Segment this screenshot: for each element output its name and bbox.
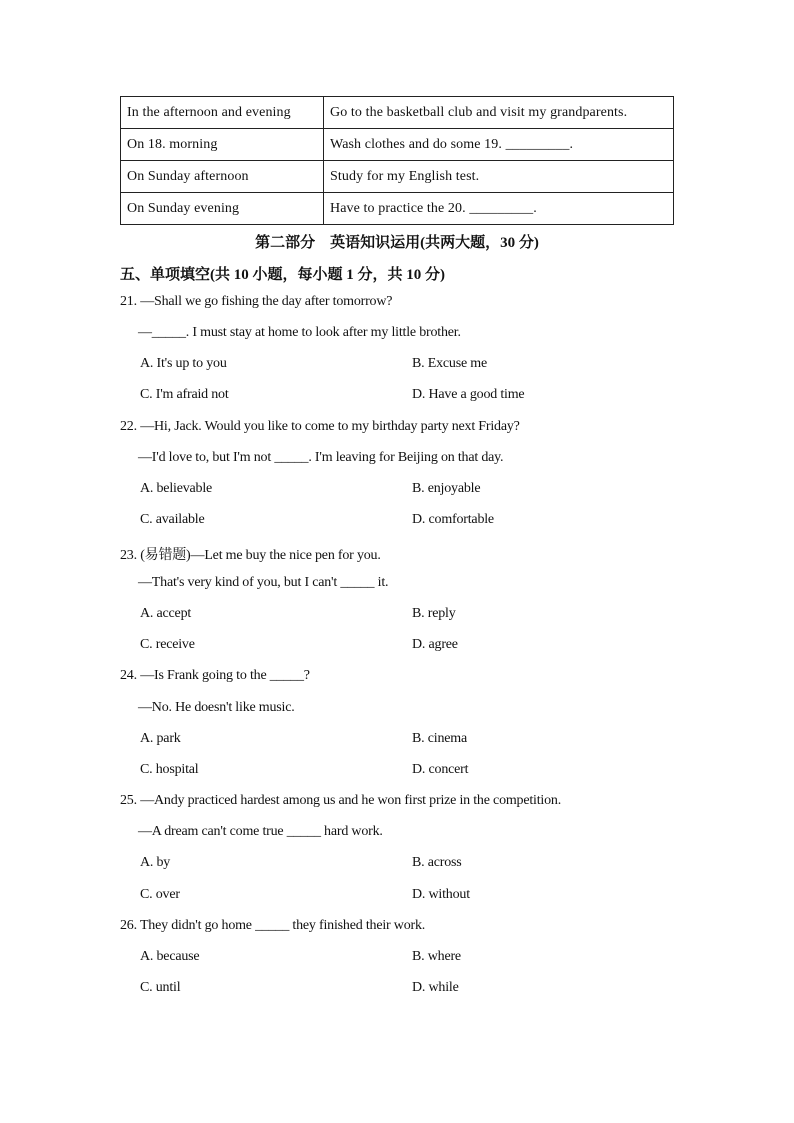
question-stem: 25. —Andy practiced hardest among us and he won first prize in the competition. <box>120 793 562 808</box>
question-reply: —I'd love to, but I'm not _____. I'm leaving for Beijing on that day. <box>138 450 504 465</box>
question-reply: —A dream can't come true _____ hard work. <box>138 824 383 839</box>
question-reply: —That's very kind of you, but I can't _____ it. <box>138 575 389 590</box>
option-d[interactable]: D. comfortable <box>412 512 494 527</box>
schedule-time: On 18. morning <box>121 129 324 161</box>
schedule-activity: Go to the basketball club and visit my grandparents. <box>324 97 674 129</box>
option-b[interactable]: B. Excuse me <box>412 356 487 371</box>
section-title: 五、单项填空(共 10 小题，每小题 1 分，共 10 分) <box>120 267 445 283</box>
option-a[interactable]: A. park <box>140 731 181 746</box>
option-d[interactable]: D. Have a good time <box>412 387 525 402</box>
option-d[interactable]: D. concert <box>412 762 469 777</box>
option-b[interactable]: B. reply <box>412 606 456 621</box>
table-row <box>121 129 674 161</box>
option-b[interactable]: B. across <box>412 855 462 870</box>
table-row <box>121 97 674 129</box>
option-a[interactable]: A. believable <box>140 481 213 496</box>
question-stem: 23. (易错题)—Let me buy the nice pen for you. <box>120 548 381 563</box>
schedule-time: On Sunday afternoon <box>121 161 324 193</box>
option-c[interactable]: C. receive <box>140 637 195 652</box>
schedule-activity: Study for my English test. <box>324 161 674 193</box>
table-row <box>121 193 674 225</box>
question-reply: —_____. I must stay at home to look after my little brother. <box>138 325 461 340</box>
schedule-activity: Have to practice the 20. _________. <box>324 193 674 225</box>
option-c[interactable]: C. I'm afraid not <box>140 387 229 402</box>
question-stem: 24. —Is Frank going to the _____? <box>120 668 310 683</box>
option-d[interactable]: D. while <box>412 980 459 995</box>
option-d[interactable]: D. without <box>412 887 470 902</box>
option-c[interactable]: C. over <box>140 887 180 902</box>
option-a[interactable]: A. by <box>140 855 171 870</box>
part-title: 第二部分 英语知识运用(共两大题，30 分) <box>255 235 539 251</box>
question-reply: —No. He doesn't like music. <box>138 700 295 715</box>
option-a[interactable]: A. accept <box>140 606 192 621</box>
option-a[interactable]: A. It's up to you <box>140 356 227 371</box>
schedule-activity: Wash clothes and do some 19. _________. <box>324 129 674 161</box>
question-stem: 26. They didn't go home _____ they finished their work. <box>120 918 426 933</box>
option-b[interactable]: B. where <box>412 949 461 964</box>
option-a[interactable]: A. because <box>140 949 200 964</box>
table-row <box>121 161 674 193</box>
option-c[interactable]: C. hospital <box>140 762 199 777</box>
question-stem: 21. —Shall we go fishing the day after tomorrow? <box>120 294 393 309</box>
option-d[interactable]: D. agree <box>412 637 458 652</box>
option-c[interactable]: C. until <box>140 980 181 995</box>
question-stem: 22. —Hi, Jack. Would you like to come to my birthday party next Friday? <box>120 419 520 434</box>
option-b[interactable]: B. enjoyable <box>412 481 481 496</box>
schedule-table <box>120 96 674 225</box>
schedule-time: On Sunday evening <box>121 193 324 225</box>
option-c[interactable]: C. available <box>140 512 205 527</box>
schedule-time: In the afternoon and evening <box>121 97 324 129</box>
option-b[interactable]: B. cinema <box>412 731 467 746</box>
